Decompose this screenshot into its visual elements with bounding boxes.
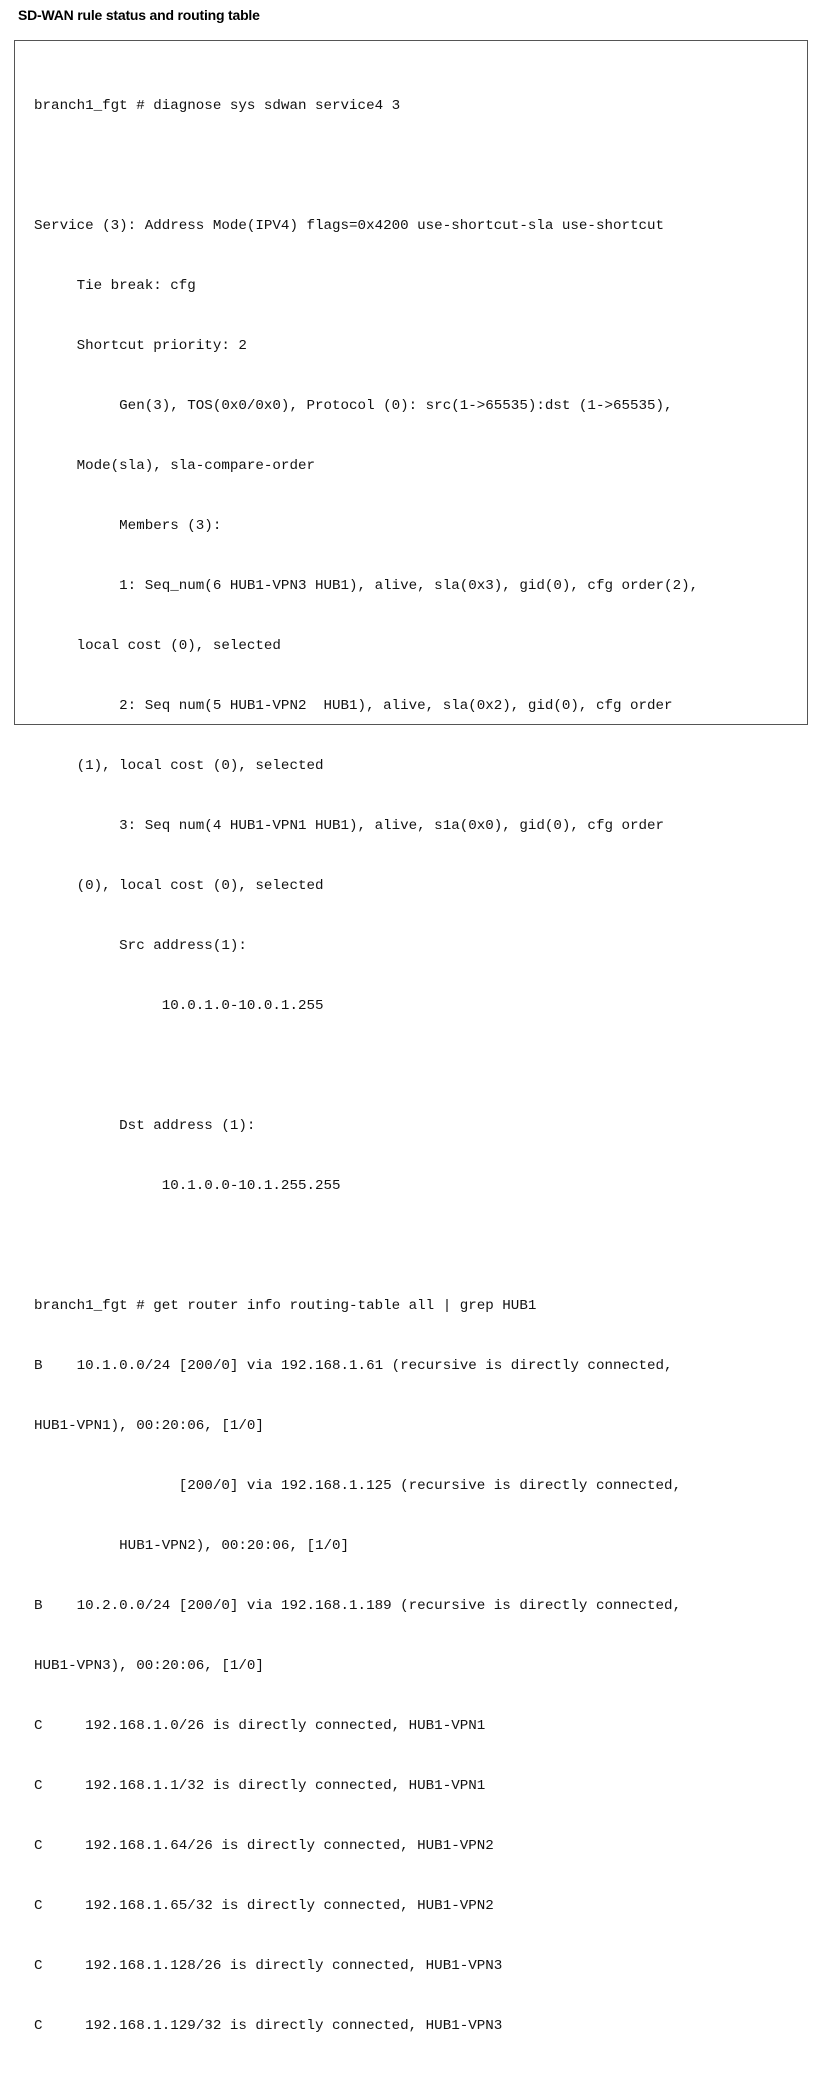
cli-line: B 10.2.0.0/24 [200/0] via 192.168.1.189 (recursive is directly connected, bbox=[17, 1598, 682, 1614]
cli-output-panel bbox=[14, 40, 808, 2034]
cli-line: Members (3): bbox=[17, 518, 222, 534]
cli-line: HUB1-VPN3), 00:20:06, [1/0] bbox=[17, 1658, 264, 1674]
cli-line: 3: Seq num(4 HUB1-VPN1 HUB1), alive, s1a(0x0), gid(0), cfg order bbox=[17, 818, 665, 834]
cli-line: C 192.168.1.65/32 is directly connected, HUB1-VPN2 bbox=[17, 1898, 494, 1914]
cli-line: local cost (0), selected bbox=[17, 638, 281, 654]
cli-line: Mode(sla), sla-compare-order bbox=[17, 458, 315, 474]
cli-line: B 10.1.0.0/24 [200/0] via 192.168.1.61 (recursive is directly connected, bbox=[17, 1358, 673, 1374]
cli-line bbox=[17, 1056, 698, 1076]
cli-line: (0), local cost (0), selected bbox=[17, 878, 324, 894]
cli-line: 10.0.1.0-10.0.1.255 bbox=[17, 998, 324, 1014]
cli-line: HUB1-VPN1), 00:20:06, [1/0] bbox=[17, 1418, 264, 1434]
cli-line: branch1_fgt # get router info routing-table all | grep HUB1 bbox=[17, 1298, 537, 1314]
cli-line: C 192.168.1.128/26 is directly connected, HUB1-VPN3 bbox=[17, 1958, 503, 1974]
cli-line: 1: Seq_num(6 HUB1-VPN3 HUB1), alive, sla(0x3), gid(0), cfg order(2), bbox=[17, 578, 699, 594]
cli-line: (1), local cost (0), selected bbox=[17, 758, 324, 774]
cli-line: C 192.168.1.64/26 is directly connected, HUB1-VPN2 bbox=[17, 1838, 494, 1854]
cli-line: C 192.168.1.129/32 is directly connected, HUB1-VPN3 bbox=[17, 2018, 503, 2034]
cli-output-text bbox=[17, 56, 698, 2076]
cli-line: Src address(1): bbox=[17, 938, 247, 954]
cli-line: HUB1-VPN2), 00:20:06, [1/0] bbox=[17, 1538, 350, 1554]
cli-line bbox=[17, 156, 698, 176]
cli-line: C 192.168.1.0/26 is directly connected, HUB1-VPN1 bbox=[17, 1718, 486, 1734]
cli-line: 2: Seq num(5 HUB1-VPN2 HUB1), alive, sla(0x2), gid(0), cfg order bbox=[17, 698, 673, 714]
cli-line: 10.1.0.0-10.1.255.255 bbox=[17, 1178, 341, 1194]
cli-line: Gen(3), TOS(0x0/0x0), Protocol (0): src(1->65535):dst (1->65535), bbox=[17, 398, 673, 414]
document-title: SD-WAN rule status and routing table bbox=[18, 7, 260, 23]
cli-line bbox=[17, 1236, 698, 1256]
cli-line: C 192.168.1.1/32 is directly connected, HUB1-VPN1 bbox=[17, 1778, 486, 1794]
cli-line: Shortcut priority: 2 bbox=[17, 338, 247, 354]
cli-line: Tie break: cfg bbox=[17, 278, 196, 294]
cli-line: [200/0] via 192.168.1.125 (recursive is directly connected, bbox=[17, 1478, 682, 1494]
cli-line: Service (3): Address Mode(IPV4) flags=0x4200 use-shortcut-sla use-shortcut bbox=[17, 218, 665, 234]
cli-line: branch1_fgt # diagnose sys sdwan service4 3 bbox=[17, 98, 401, 114]
cli-line: Dst address (1): bbox=[17, 1118, 256, 1134]
